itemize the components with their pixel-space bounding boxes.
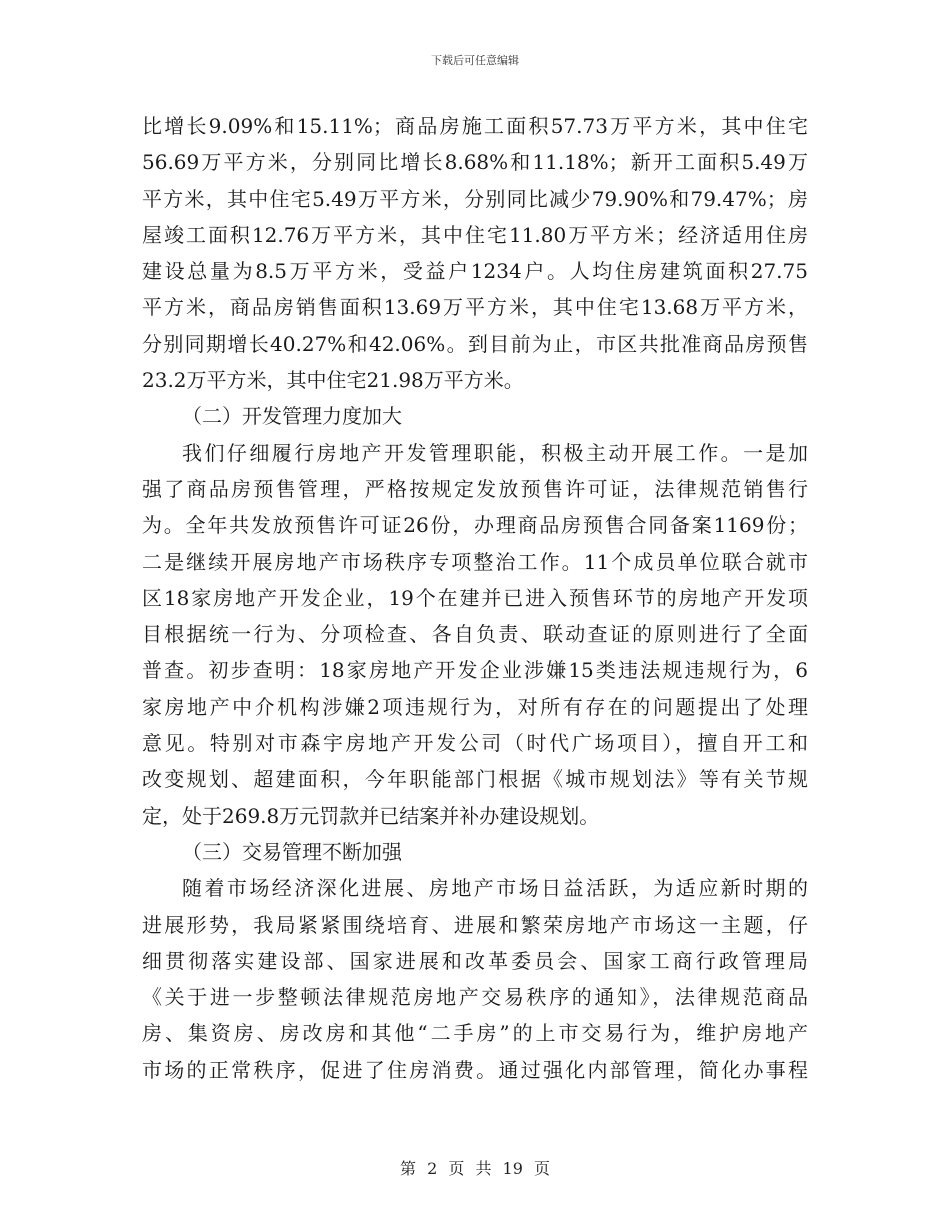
text-line: 分别同期增长40.27%和42.06%。到目前为止，市区共批准商品房预售: [142, 331, 808, 356]
document-body: [142, 108, 808, 1088]
text-line: 为。全年共发放预售许可证26份，办理商品房预售合同备案1169份；: [142, 513, 808, 538]
text-line: 细贯彻落实建设部、国家进展和改革委员会、国家工商行政管理局: [142, 948, 808, 973]
text-line: 56.69万平方米，分别同比增长8.68%和11.18%；新开工面积5.49万: [142, 150, 808, 175]
text-line: 普查。初步查明：18家房地产开发企业涉嫌15类违法规违规行为，6: [142, 658, 808, 683]
text-line: 比增长9.09%和15.11%；商品房施工面积57.73万平方米，其中住宅: [142, 114, 808, 138]
section-heading: （三）交易管理不断加强: [182, 839, 402, 864]
text-line: 我们仔细履行房地产开发管理职能，积极主动开展工作。一是加: [182, 440, 808, 465]
text-line: 二是继续开展房地产市场秩序专项整治工作。11个成员单位联合就市: [142, 549, 808, 574]
text-line: 房、集资房、房改房和其他“二手房”的上市交易行为，维护房地产: [142, 1021, 808, 1046]
text-line: 随着市场经济深化进展、房地产市场日益活跃，为适应新时期的: [182, 876, 808, 901]
text-line: 强了商品房预售管理，严格按规定发放预售许可证，法律规范销售行: [142, 476, 808, 501]
text-line: 进展形势，我局紧紧围绕培育、进展和繁荣房地产市场这一主题，仔: [142, 912, 808, 937]
text-line: 平方米，其中住宅5.49万平方米，分别同比减少79.90%和79.47%；房: [142, 186, 808, 211]
text-line: 建设总量为8.5万平方米，受益户1234户。人均住房建筑面积27.75: [142, 259, 808, 284]
text-line: 定，处于269.8万元罚款并已结案并补办建设规划。: [142, 803, 600, 828]
text-line: 市场的正常秩序，促进了住房消费。通过强化内部管理，简化办事程: [142, 1057, 808, 1082]
page-number-footer: 第 2 页 共 19 页: [400, 1159, 550, 1178]
section-heading: （二）开发管理力度加大: [182, 404, 402, 429]
text-line: 改变规划、超建面积，今年职能部门根据《城市规划法》等有关节规: [142, 767, 808, 792]
text-line: 目根据统一行为、分项检查、各自负责、联动查证的原则进行了全面: [142, 622, 808, 647]
text-line: 23.2万平方米，其中住宅21.98万平方米。: [142, 368, 524, 393]
text-line: 屋竣工面积12.76万平方米，其中住宅11.80万平方米；经济适用住房: [142, 222, 808, 247]
text-line: 意见。特别对市森宇房地产开发公司（时代广场项目），擅自开工和: [142, 731, 808, 756]
text-line: 区18家房地产开发企业，19个在建并已进入预售环节的房地产开发项: [142, 585, 808, 610]
header-note: 下载后可任意编辑: [431, 54, 519, 67]
text-line: 平方米，商品房销售面积13.69万平方米，其中住宅13.68万平方米，: [142, 295, 808, 320]
text-line: 家房地产中介机构涉嫌2项违规行为，对所有存在的问题提出了处理: [142, 694, 808, 719]
text-line: 《关于进一步整顿法律规范房地产交易秩序的通知》，法律规范商品: [142, 985, 808, 1010]
